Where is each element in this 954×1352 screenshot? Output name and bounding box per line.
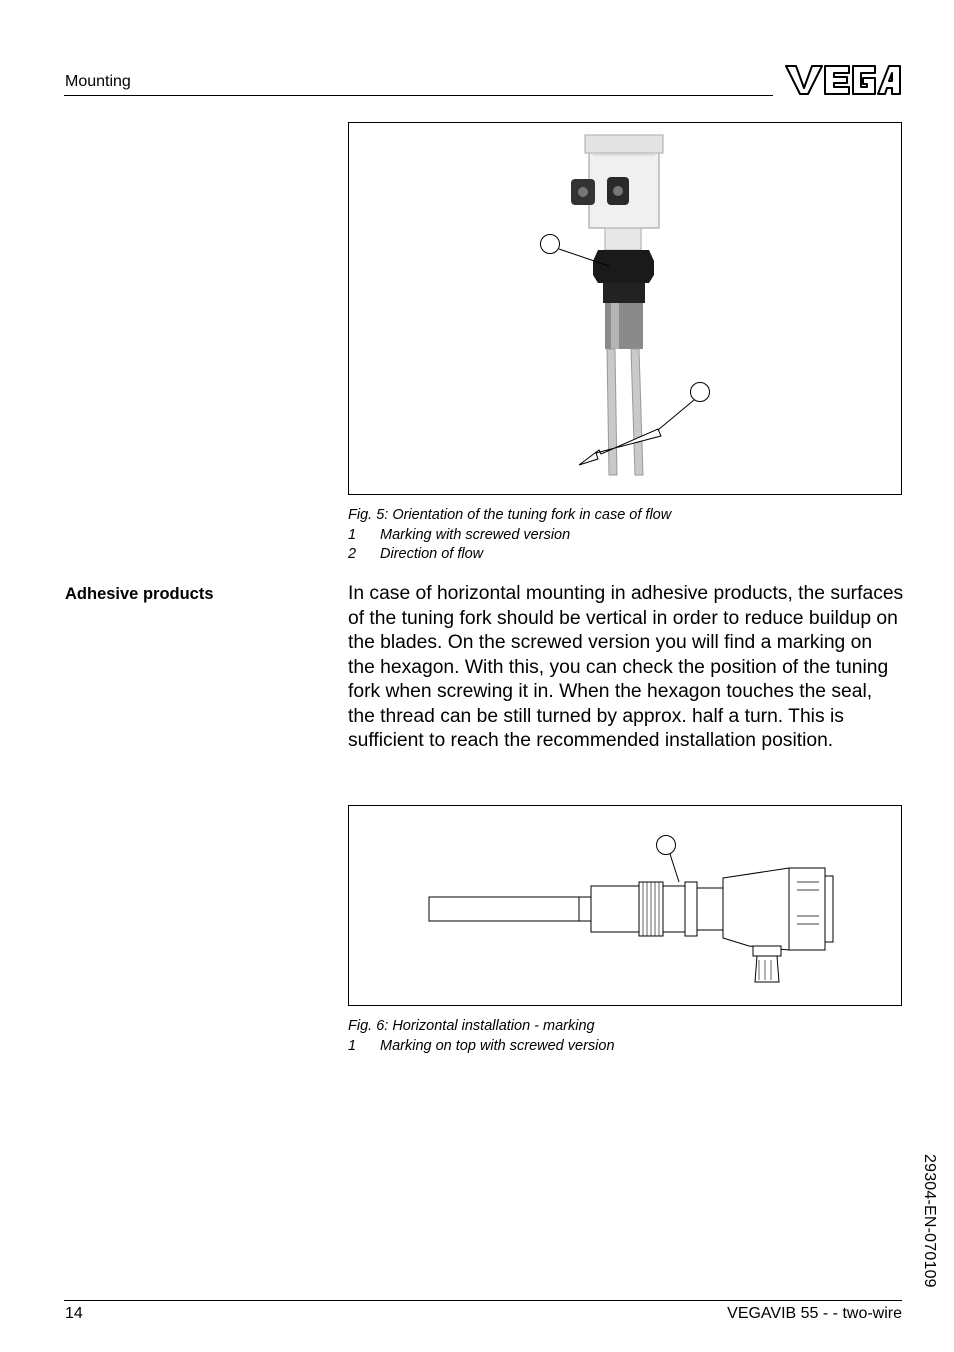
figure-5-legend-item (348, 526, 904, 546)
figure-6-caption-block (348, 1017, 904, 1056)
adhesive-products-paragraph: In case of horizontal mounting in adhesive products, the surfaces of the tuning fork should be vertical in order to reduce buildup on the blades. On the screwed version you will find a marking on the hexagon. With this, you can check the position of the tuning fork when screwing it in. When the hexagon touches the seal, the thread can be still turned by approx. half a turn. This is sufficient to reach the recommended installation position. (348, 583, 904, 751)
vega-logo (783, 62, 903, 98)
figure-5-caption-block (348, 506, 904, 565)
legend-number: 1 (348, 526, 357, 543)
legend-text: Direction of flow (380, 546, 484, 562)
adhesive-products-heading: Adhesive products (65, 585, 214, 603)
product-name: VEGAVIB 55 - - two-wire (727, 1305, 902, 1322)
figure-6-image (348, 805, 902, 1006)
figure-6-legend-item (348, 1037, 904, 1057)
figure-5-legend-item (348, 545, 904, 565)
legend-number: 2 (348, 546, 357, 562)
figure-5-caption: Fig. 5: Orientation of the tuning fork in case of flow (348, 507, 672, 523)
footer-divider (64, 1300, 902, 1301)
figure-5-image (348, 122, 902, 495)
page-number: 14 (65, 1305, 83, 1322)
legend-number: 1 (348, 1037, 357, 1054)
figure-6-caption: Fig. 6: Horizontal installation - marking (348, 1018, 595, 1034)
legend-text: Marking on top with screwed version (380, 1037, 615, 1054)
document-code: 29304-EN-070109 (921, 1154, 938, 1288)
legend-text: Marking with screwed version (380, 526, 571, 543)
section-title: Mounting (65, 73, 131, 90)
header-divider (64, 95, 773, 96)
